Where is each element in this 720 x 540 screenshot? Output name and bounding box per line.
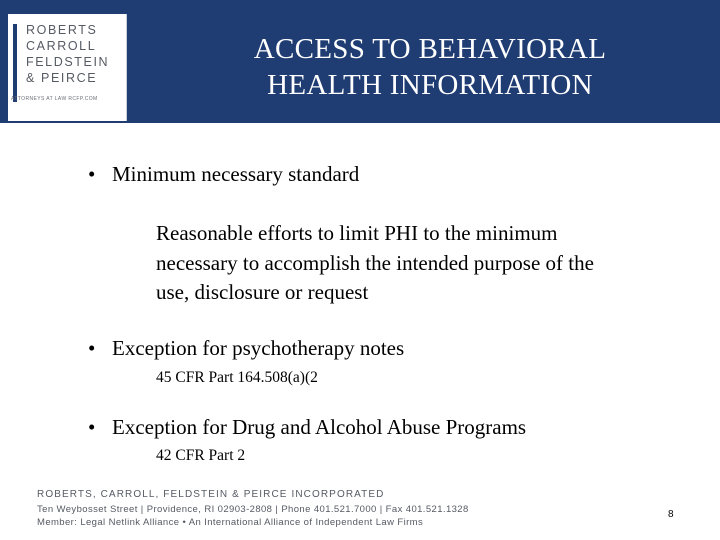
logo-line-4: & PEIRCE bbox=[26, 71, 98, 85]
bullet-minimum-necessary bbox=[88, 162, 359, 187]
logo-tagline: ATTORNEYS AT LAW RCFP.COM bbox=[11, 96, 98, 102]
page-number: 8 bbox=[668, 509, 674, 520]
bullet-text: Exception for Drug and Alcohol Abuse Programs bbox=[112, 415, 527, 439]
detail-line-3: use, disclosure or request bbox=[156, 280, 369, 304]
footer-membership: Member: Legal Netlink Alliance • An International Alliance of Independent Law Firms bbox=[37, 517, 424, 528]
bullet-marker: • bbox=[88, 336, 96, 360]
footer-firm-name: ROBERTS, CARROLL, FELDSTEIN & PEIRCE INCORPORATED bbox=[37, 489, 385, 500]
slide-title-line-1: ACCESS TO BEHAVIORAL bbox=[253, 33, 607, 65]
bullet-marker: • bbox=[88, 162, 96, 186]
bullet-text: Minimum necessary standard bbox=[112, 162, 360, 186]
detail-line-1: Reasonable efforts to limit PHI to the minimum bbox=[156, 221, 558, 245]
bullet-psychotherapy-notes bbox=[88, 336, 404, 361]
citation-psychotherapy: 45 CFR Part 164.508(a)(2 bbox=[156, 369, 318, 386]
slide-title bbox=[200, 31, 660, 103]
slide-title-line-2: HEALTH INFORMATION bbox=[267, 69, 593, 101]
logo-accent-bar bbox=[13, 24, 17, 102]
minimum-necessary-detail bbox=[156, 219, 676, 308]
footer-address: Ten Weybosset Street | Providence, RI 02903-2808 | Phone 401.521.7000 | Fax 401.521.1328 bbox=[37, 504, 469, 515]
logo-line-2: CARROLL bbox=[26, 39, 97, 53]
citation-drug-alcohol: 42 CFR Part 2 bbox=[156, 447, 246, 464]
bullet-drug-alcohol bbox=[88, 415, 526, 440]
detail-line-2: necessary to accomplish the intended purpose of the bbox=[156, 250, 594, 275]
firm-logo bbox=[8, 14, 127, 121]
logo-line-1: ROBERTS bbox=[26, 23, 98, 37]
bullet-text: Exception for psychotherapy notes bbox=[112, 336, 405, 360]
logo-line-3: FELDSTEIN bbox=[26, 55, 110, 69]
header-band bbox=[0, 0, 720, 123]
bullet-marker: • bbox=[88, 415, 96, 439]
